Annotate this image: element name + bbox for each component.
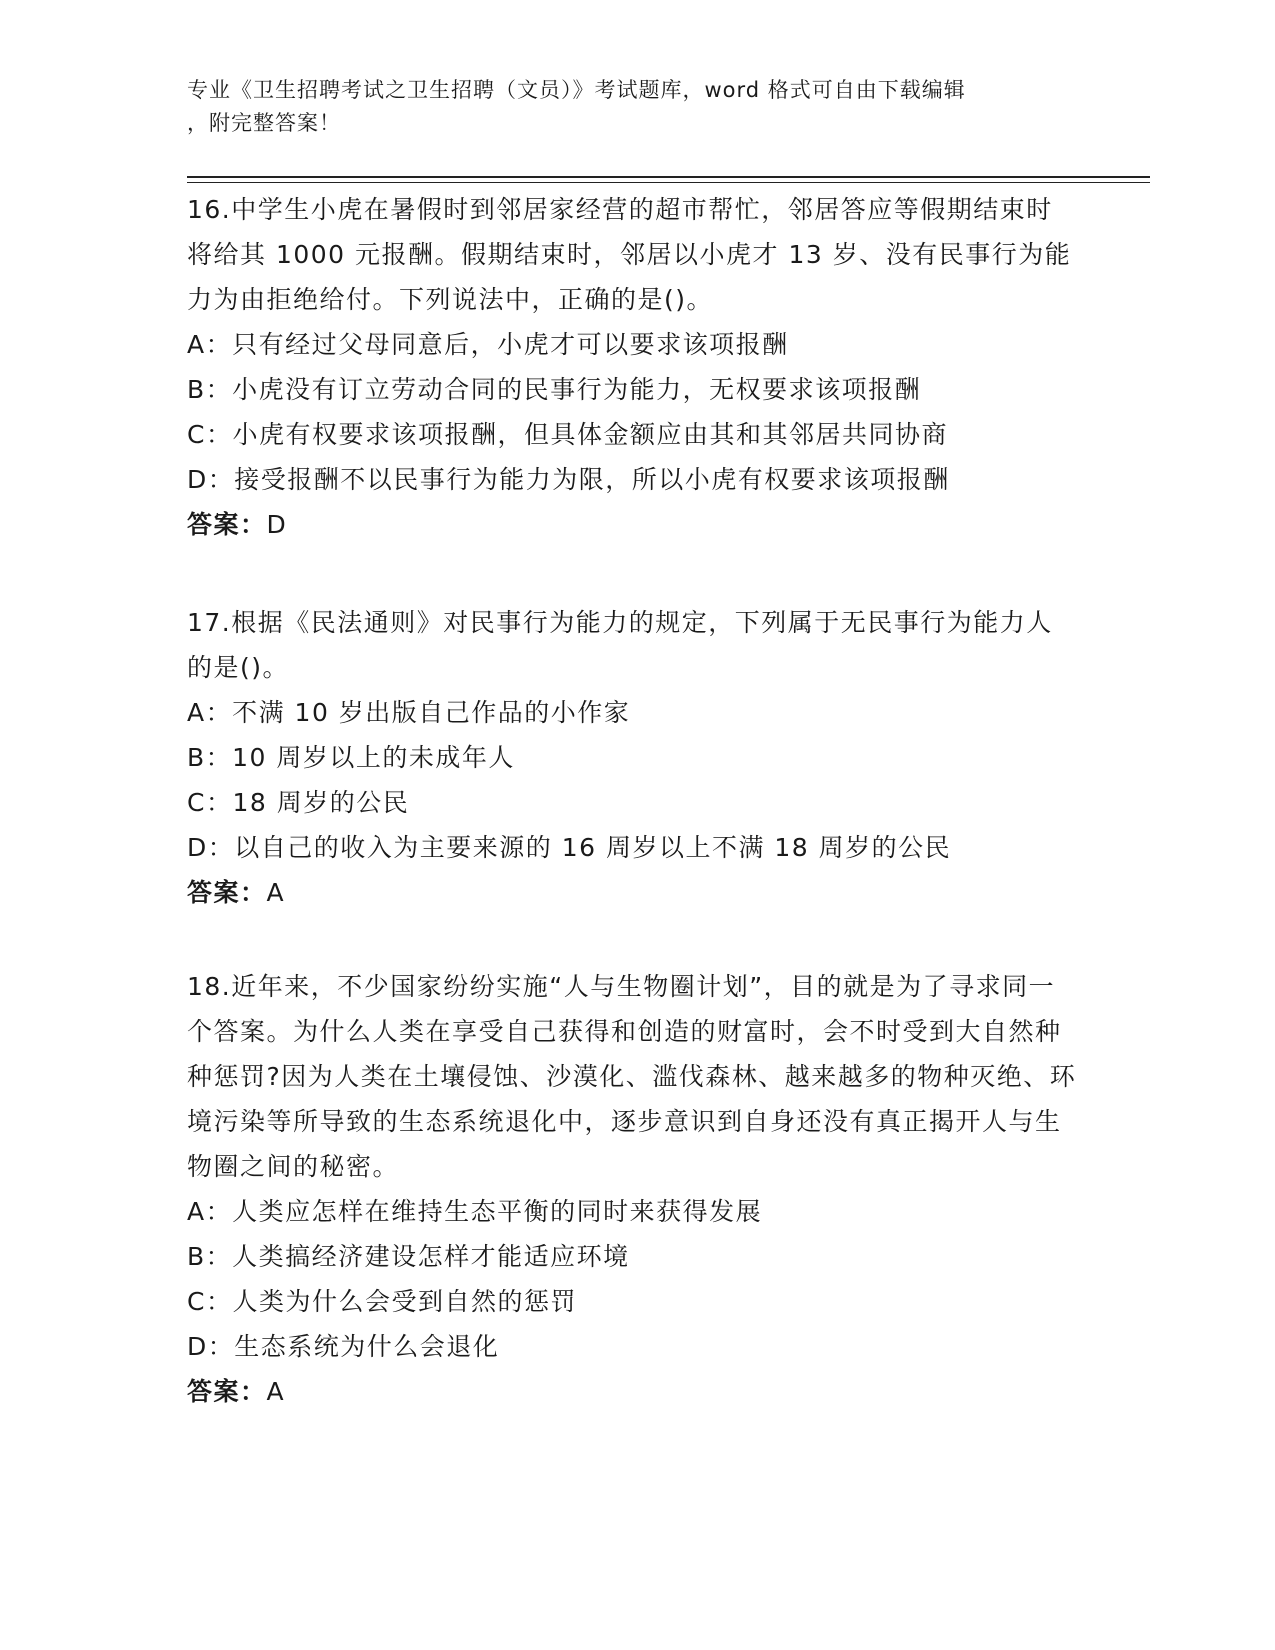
answer-label: 答案： <box>187 878 267 907</box>
document-header <box>187 74 1067 140</box>
option-b: B：小虎没有订立劳动合同的民事行为能力，无权要求该项报酬 <box>187 375 922 404</box>
question-text: 18.近年来，不少国家纷纷实施“人与生物圈计划”，目的就是为了寻求同一个答案。为什么人类在享受自己获得和创造的财富时，会不时受到大自然种种惩罚?因为人类在土壤侵蚀、沙漠化、滥伐森林、越来越多的物种灭绝、环境污染等所导致的生态系统退化中，逐步意识到自身还没有真正揭开人与生物圈之间的秘密。 <box>187 972 1077 1181</box>
option-d: D：接受报酬不以民事行为能力为限，所以小虎有权要求该项报酬 <box>187 465 950 494</box>
option-a: A：不满 10 岁出版自己作品的小作家 <box>187 698 631 727</box>
answer-label: 答案： <box>187 1377 267 1406</box>
answer-value: A <box>266 1377 286 1406</box>
header-line-2: ，附完整答案！ <box>187 111 341 135</box>
option-d: D：以自己的收入为主要来源的 16 周岁以上不满 18 周岁的公民 <box>187 833 952 862</box>
question-16 <box>187 187 1077 547</box>
option-a: A：只有经过父母同意后，小虎才可以要求该项报酬 <box>187 330 789 359</box>
question-text: 17.根据《民法通则》对民事行为能力的规定，下列属于无民事行为能力人的是()。 <box>187 608 1053 682</box>
answer-line <box>187 502 1077 547</box>
answer-value: D <box>266 510 288 539</box>
answer-line <box>187 1369 1077 1414</box>
option-b: B：10 周岁以上的未成年人 <box>187 743 515 772</box>
question-text: 16.中学生小虎在暑假时到邻居家经营的超市帮忙，邻居答应等假期结束时将给其 1000 元报酬。假期结束时，邻居以小虎才 13 岁、没有民事行为能力为由拒绝给付。下列说法中，正确的是()。 <box>187 195 1072 314</box>
question-18 <box>187 964 1077 1414</box>
option-c: C：小虎有权要求该项报酬，但具体金额应由其和其邻居共同协商 <box>187 420 948 449</box>
answer-value: A <box>266 878 286 907</box>
question-17 <box>187 600 1077 915</box>
answer-label: 答案： <box>187 510 267 539</box>
header-divider-thin <box>187 182 1150 183</box>
option-d: D：生态系统为什么会退化 <box>187 1332 500 1361</box>
option-b: B：人类搞经济建设怎样才能适应环境 <box>187 1242 630 1271</box>
option-c: C：人类为什么会受到自然的惩罚 <box>187 1287 577 1316</box>
option-a: A：人类应怎样在维持生态平衡的同时来获得发展 <box>187 1197 763 1226</box>
answer-line <box>187 870 1077 915</box>
header-divider-thick <box>187 176 1150 178</box>
option-c: C：18 周岁的公民 <box>187 788 410 817</box>
header-line-1: 专业《卫生招聘考试之卫生招聘（文员）》考试题库，word 格式可自由下载编辑 <box>187 78 966 102</box>
